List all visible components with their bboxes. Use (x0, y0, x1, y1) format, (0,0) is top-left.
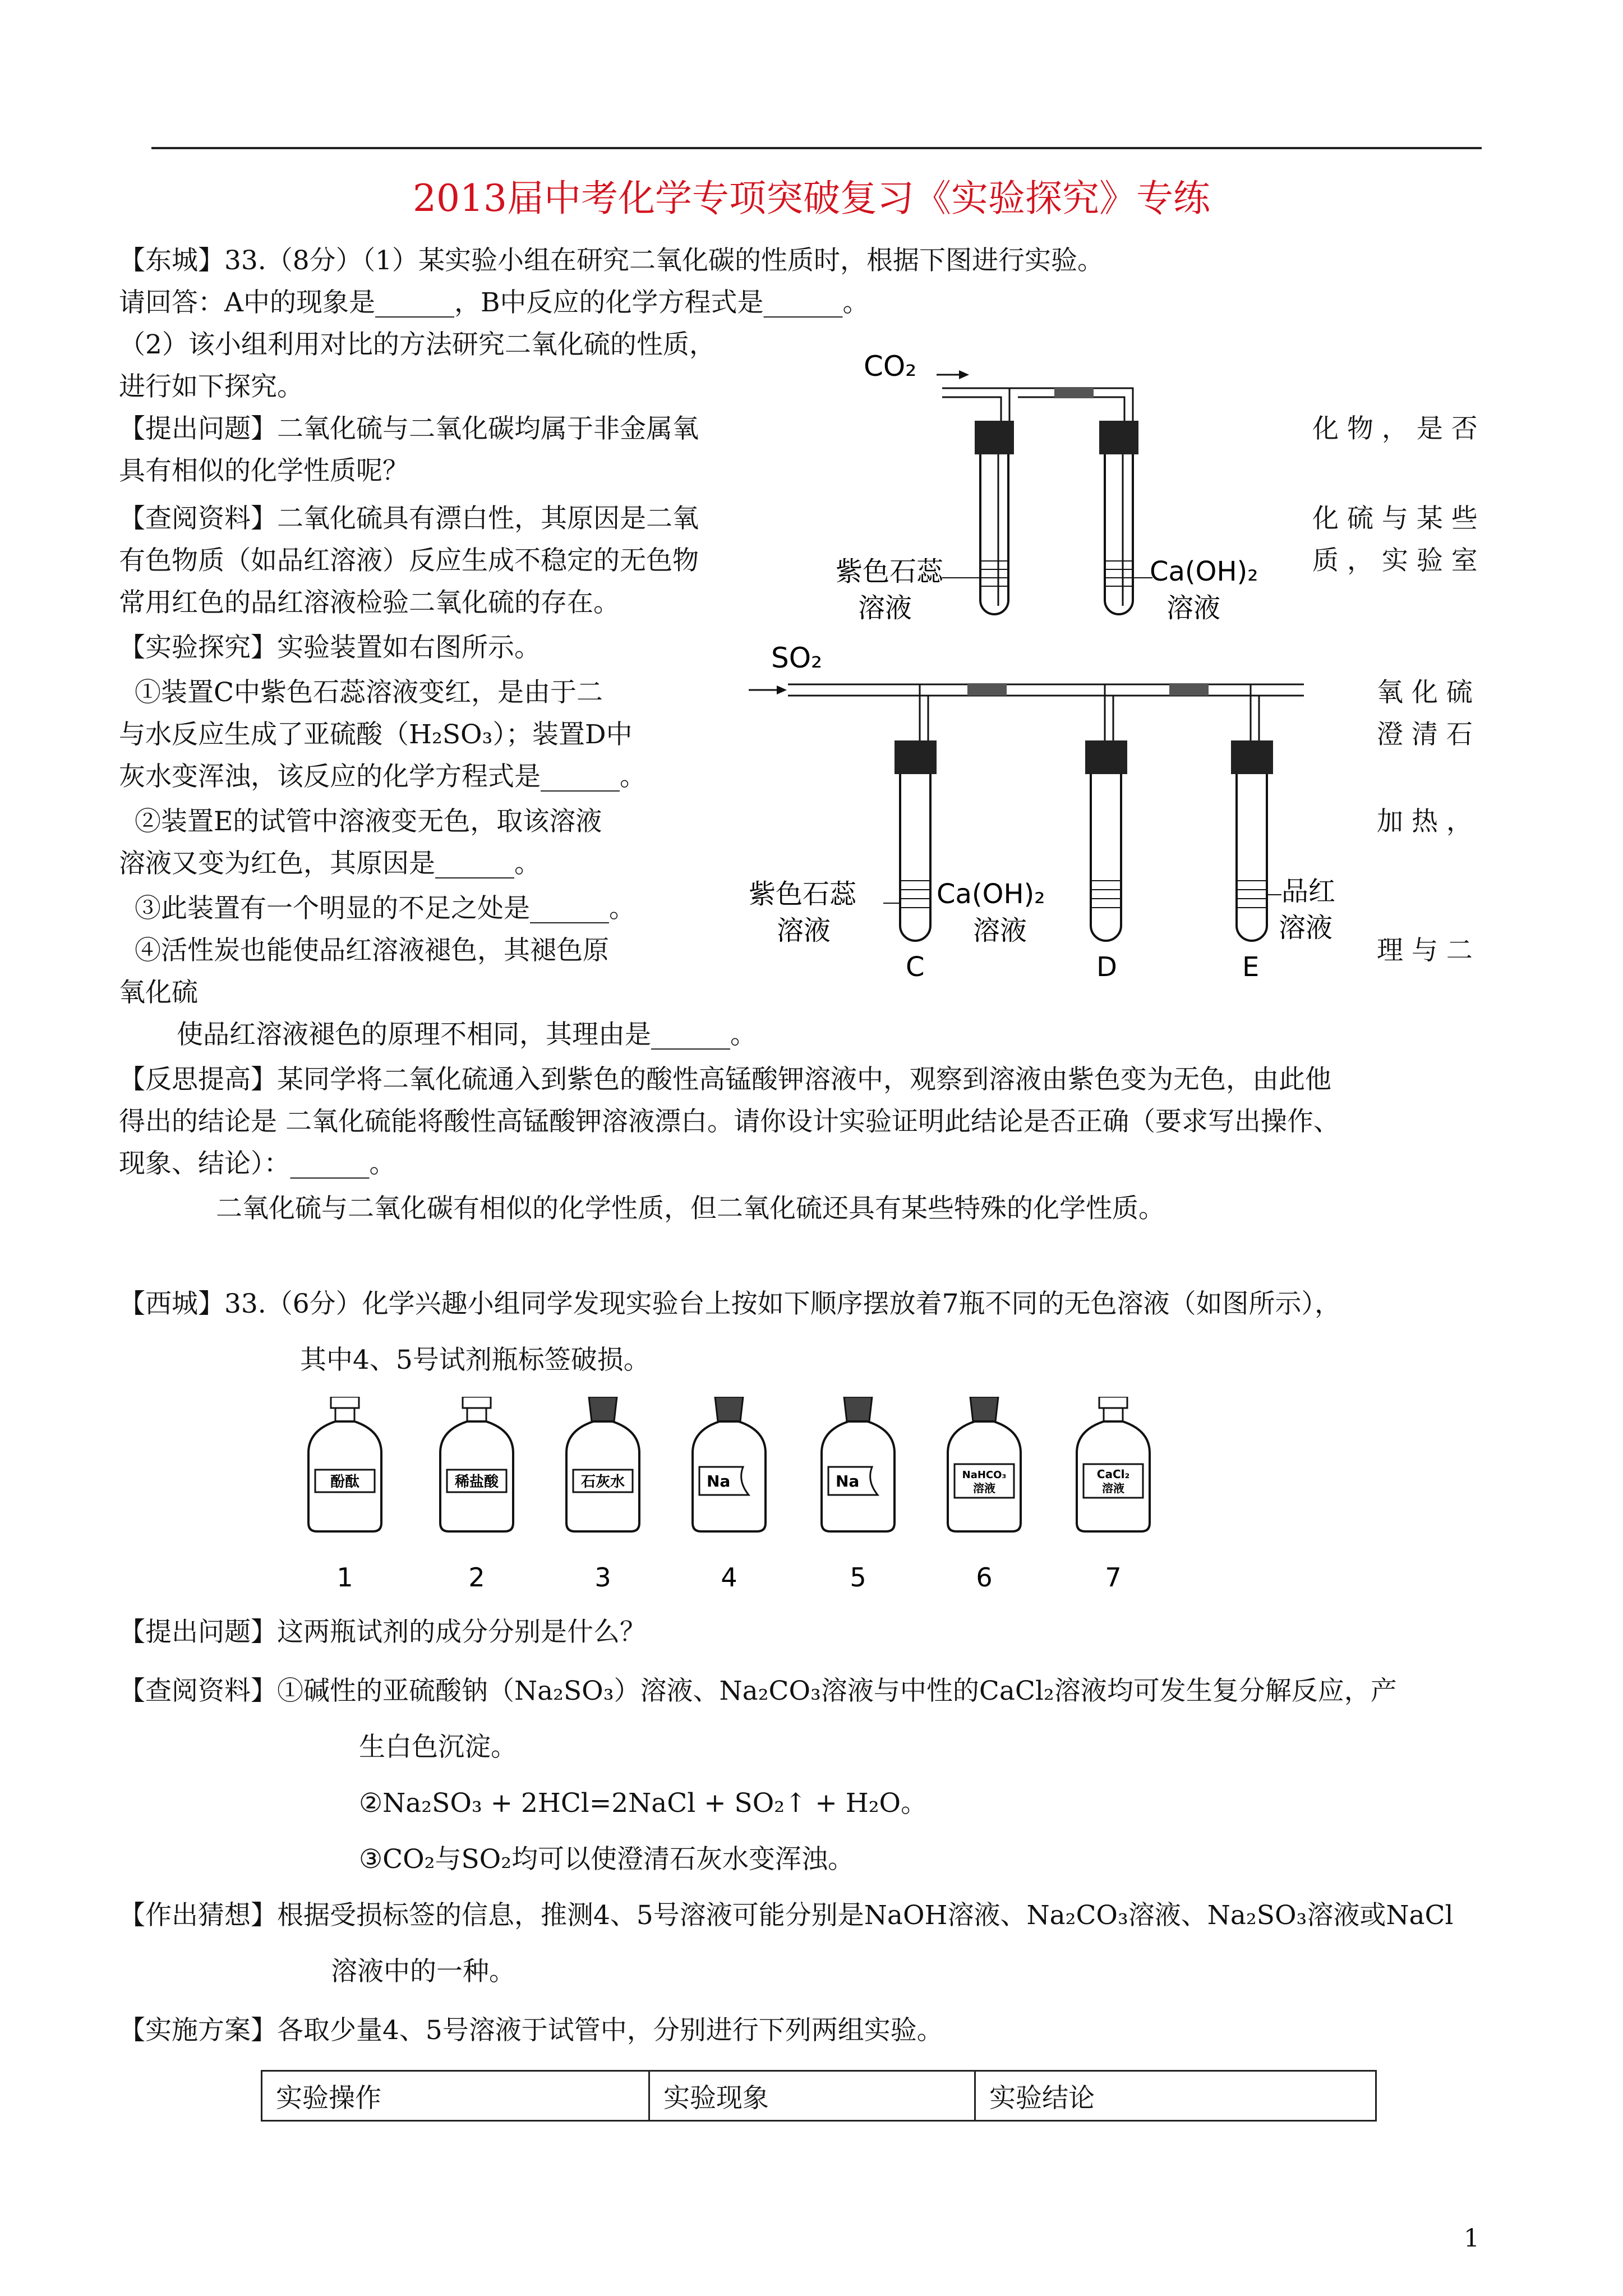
fig2-e-label-1: 品红 (1281, 876, 1336, 907)
dc-line-9: 常用红色的品红溶液检验二氧化硫的存在。 (119, 587, 620, 618)
fig2-letter-c: C (906, 951, 925, 983)
xc-question-8: 【实施方案】各取少量4、5号溶液于试管中，分别进行下列两组实验。 (119, 2015, 943, 2046)
fig1-right-label-1: Ca(OH)₂ (1150, 556, 1258, 587)
table-header-cell: 实验结论 (975, 2071, 1376, 2121)
bottle-6-label-2: 溶液 (973, 1481, 995, 1495)
bottle-4-number: 4 (721, 1562, 737, 1593)
dc-line-16: ③此装置有一个明显的不足之处是______。 (135, 893, 635, 924)
dc-line-15: 溶液又变为红色，其原因是______。 (119, 848, 541, 879)
xc-question-6: 【作出猜想】根据受损标签的信息，推测4、5号溶液可能分别是NaOH溶液、Na₂CO₃溶液、Na₂SO₃溶液或NaCl (119, 1900, 1454, 1931)
xc-question-1: 【提出问题】这两瓶试剂的成分分别是什么？ (119, 1617, 646, 1648)
dc-line-18: 氧化硫 (119, 977, 198, 1008)
bottle-7-label-2: 溶液 (1102, 1481, 1124, 1495)
dc-line-12b: 澄 清 石 (1377, 719, 1473, 750)
bottle-5-label: Na (836, 1472, 860, 1490)
dc-line-10: 【实验探究】实验装置如右图所示。 (119, 632, 541, 663)
dc-line-3: （2）该小组利用对比的方法研究二氧化硫的性质， (119, 329, 716, 360)
so2-apparatus-figure (743, 639, 1366, 987)
dc-line-12a: 与水反应生成了亚硫酸（H₂SO₃）；装置D中 (119, 719, 633, 750)
page-title: 2013届中考化学专项突破复习《实验探究》专练 (413, 177, 1210, 220)
fig1-right-label-2: 溶液 (1166, 592, 1221, 624)
table-header-cell: 实验操作 (262, 2071, 649, 2121)
bottle-2-number: 2 (468, 1562, 485, 1593)
co2-apparatus-figure (830, 342, 1295, 634)
dc-line-11b: 氧 化 硫 (1377, 677, 1473, 708)
dc-line-6: 具有相似的化学性质呢？ (119, 455, 409, 486)
bottle-1-number: 1 (336, 1562, 353, 1593)
bottle-1-label: 酚酞 (330, 1474, 360, 1490)
experiment-table (261, 2070, 1377, 2122)
dc-line-13: 灰水变浑浊，该反应的化学方程式是______。 (119, 761, 646, 792)
fig2-letter-d: D (1096, 951, 1117, 983)
dc-line-23: 二氧化硫与二氧化碳有相似的化学性质，但二氧化硫还具有某些特殊的化学性质。 (216, 1193, 1165, 1224)
bottle-7-label: CaCl₂ (1096, 1467, 1130, 1481)
so2-label: SO₂ (771, 642, 823, 674)
fig2-letter-e: E (1242, 951, 1260, 983)
header-rule (151, 147, 1482, 149)
dc-line-11a: ①装置C中紫色石蕊溶液变红，是由于二 (135, 677, 603, 708)
dc-line-4: 进行如下探究。 (119, 371, 303, 402)
fig2-c-label-1: 紫色石蕊 (749, 878, 857, 910)
dc-line-1: 【东城】33.（8分）（1）某实验小组在研究二氧化碳的性质时，根据下图进行实验。 (119, 245, 1104, 276)
bottle-5-number: 5 (850, 1562, 866, 1593)
dc-line-21: 得出的结论是 二氧化硫能将酸性高锰酸钾溶液漂白。请你设计实验证明此结论是否正确（要求写出操作、 (119, 1106, 1340, 1137)
bottle-2-label: 稀盐酸 (454, 1474, 499, 1490)
bottle-4-label: Na (707, 1472, 731, 1490)
table-header-cell: 实验现象 (649, 2071, 975, 2121)
dc-line-7b: 化 硫 与 某 些 (1312, 503, 1478, 534)
fig2-d-label-1: Ca(OH)₂ (937, 878, 1045, 910)
table-header-row (262, 2071, 1376, 2121)
fig2-e-label-2: 溶液 (1279, 912, 1333, 944)
dc-line-5a: 【提出问题】二氧化硫与二氧化碳均属于非金属氧 (119, 413, 699, 444)
bottle-3-label: 石灰水 (580, 1474, 625, 1490)
dc-line-5b: 化 物 ， 是 否 (1312, 413, 1478, 444)
dc-line-14a: ②装置E的试管中溶液变无色，取该溶液 (135, 806, 602, 837)
fig1-left-label-2: 溶液 (858, 592, 912, 624)
page-number: 1 (1464, 2224, 1479, 2253)
dc-line-8b: 质 ， 实 验 室 (1312, 545, 1478, 576)
reagent-bottles-figure (292, 1397, 1245, 1599)
xc-line-2: 其中4、5号试剂瓶标签破损。 (300, 1345, 650, 1375)
dc-line-8a: 有色物质（如品红溶液）反应生成不稳定的无色物 (119, 545, 699, 576)
dc-line-19: 使品红溶液褪色的原理不相同，其理由是______。 (177, 1019, 757, 1050)
xc-question-2: 【查阅资料】①碱性的亚硫酸钠（Na₂SO₃）溶液、Na₂CO₃溶液与中性的CaCl₂溶液均可发生复分解反应，产 (119, 1676, 1397, 1706)
dc-line-14b: 加 热 ， (1377, 806, 1473, 837)
dc-line-7a: 【查阅资料】二氧化硫具有漂白性，其原因是二氧 (119, 503, 699, 534)
dc-line-17a: ④活性炭也能使品红溶液褪色，其褪色原 (135, 935, 609, 966)
dc-line-17b: 理 与 二 (1377, 935, 1473, 966)
fig2-c-label-2: 溶液 (777, 915, 831, 946)
bottle-6-number: 6 (976, 1562, 993, 1593)
xc-question-3: 生白色沉淀。 (359, 1732, 517, 1763)
xc-question-5: ③CO₂与SO₂均可以使澄清石灰水变浑浊。 (359, 1844, 855, 1875)
bottle-6-label: NaHCO₃ (962, 1469, 1007, 1481)
fig2-d-label-2: 溶液 (973, 915, 1027, 946)
dc-line-20: 【反思提高】某同学将二氧化硫通入到紫色的酸性高锰酸钾溶液中，观察到溶液由紫色变为无色，由此他 (119, 1064, 1331, 1095)
dc-line-22: 现象、结论）：______。 (119, 1148, 396, 1179)
co2-label: CO₂ (864, 350, 917, 383)
bottle-3-number: 3 (594, 1562, 611, 1593)
xc-line-1: 【西城】33.（6分）化学兴趣小组同学发现实验台上按如下顺序摆放着7瓶不同的无色溶液（如图所示）， (119, 1289, 1341, 1319)
bottle-7-number: 7 (1105, 1562, 1122, 1593)
xc-question-7: 溶液中的一种。 (331, 1956, 515, 1987)
dc-line-2: 请回答：A中的现象是______，B中反应的化学方程式是______。 (119, 287, 869, 318)
fig1-left-label-1: 紫色石蕊 (836, 556, 944, 587)
xc-question-4: ②Na₂SO₃ + 2HCl=2NaCl + SO₂↑ + H₂O。 (359, 1788, 928, 1819)
